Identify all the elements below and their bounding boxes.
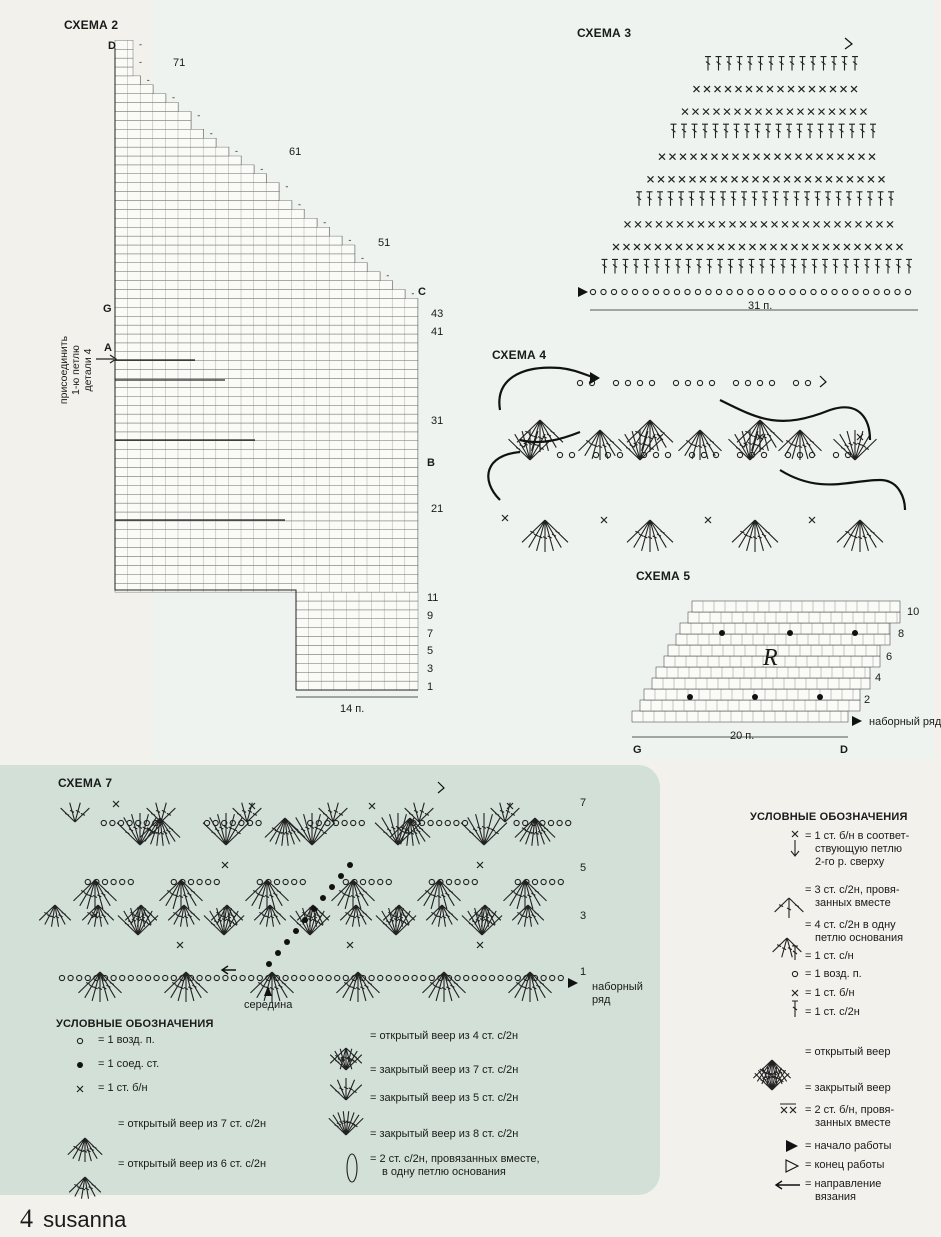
scheme5-row-number: 8	[898, 628, 905, 640]
scheme2-corner-g: G	[103, 303, 112, 315]
legend-left-title: УСЛОВНЫЕ ОБОЗНАЧЕНИЯ	[56, 1018, 214, 1030]
scheme2-row-number: 7	[427, 628, 434, 640]
legend-right-item: = 4 ст. с/2н в одну	[805, 919, 896, 931]
grid-row-dash: -	[348, 235, 352, 246]
single-crochet-mark	[792, 990, 798, 996]
scheme2-corner-d: D	[108, 40, 116, 52]
single-crochet-mark	[781, 1107, 787, 1113]
scheme5-start-row-label: наборный ряд	[869, 716, 941, 728]
scheme7-row-number: 7	[580, 797, 587, 809]
scheme2-width-label: 14 п.	[340, 703, 365, 715]
magazine-name: susanna	[43, 1207, 127, 1232]
grid-row-dash: -	[386, 270, 390, 281]
legend-left-item: = 1 возд. п.	[98, 1034, 155, 1046]
scheme2-row-number: 31	[431, 415, 444, 427]
scheme2-row-number: 3	[427, 663, 434, 675]
grid-row-dash: -	[298, 199, 301, 210]
legend-left-item: = 1 соед. ст.	[98, 1058, 160, 1070]
scheme5-row-number: 6	[886, 651, 893, 663]
scheme7-middle-label: середина	[244, 999, 293, 1011]
scheme7-row-number: 1	[580, 966, 587, 978]
side-note-line: присоединить	[58, 335, 70, 405]
grid-row-dash: -	[285, 181, 289, 192]
scheme5-row-number: 2	[864, 694, 871, 706]
scheme2-mark-b: B	[427, 457, 435, 469]
scheme7-row-number: 3	[580, 910, 587, 922]
grid-row-dash: -	[323, 217, 327, 228]
scheme2-row-number: 9	[427, 610, 434, 622]
legend-right-item: = 1 возд. п.	[805, 968, 862, 980]
grid-row-dash: -	[197, 110, 201, 121]
legend-middle-item: = закрытый веер из 7 ст. с/2н	[370, 1064, 519, 1076]
scheme2-row-number: 41	[431, 326, 444, 338]
scheme2-row-number: 5	[427, 645, 434, 657]
legend-right-item: = начало работы	[805, 1140, 892, 1152]
closed-fan-mark	[775, 898, 804, 918]
legend-right-title: УСЛОВНЫЕ ОБОЗНАЧЕНИЯ	[750, 811, 908, 823]
legend-right-item: петлю основания	[815, 932, 904, 944]
legend-right-item: = открытый веер	[805, 1046, 891, 1058]
grid-row-dash: -	[172, 92, 175, 103]
scheme2-row-number: 11	[427, 592, 439, 604]
scheme2-mark-a: A	[104, 342, 112, 354]
scheme3-width-label: 31 п.	[748, 300, 773, 312]
legend-middle-item: = 2 ст. с/2н, провязанных вместе,	[370, 1153, 540, 1165]
scheme7-start-row-line: наборный	[592, 981, 643, 993]
legend-left-item: = 1 ст. б/н	[98, 1082, 148, 1094]
grid-row-dash: -	[260, 163, 264, 174]
direction-arrow-icon	[776, 1181, 800, 1189]
scheme5-row-number: 10	[907, 606, 920, 618]
scheme2-top-number: 61	[289, 146, 302, 158]
legend-right-item: = 2 ст. б/н, провя-	[805, 1104, 895, 1116]
grid-row-dash: -	[411, 288, 415, 299]
scheme2-row-number: 43	[431, 308, 444, 320]
legend-right-item: ствующую петлю	[815, 843, 903, 855]
grid-row-dash: -	[361, 252, 364, 263]
scheme5-width-label: 20 п.	[730, 730, 755, 742]
legend-left-item: = открытый веер из 7 ст. с/2н	[118, 1118, 267, 1130]
side-note-line: детали 4	[82, 348, 94, 392]
legend-middle-item: = открытый веер из 4 ст. с/2н	[370, 1030, 519, 1042]
grid-row-dash: -	[209, 128, 213, 139]
grid-row-dash: -	[146, 74, 150, 85]
scheme5-title: СХЕМА 5	[636, 569, 691, 583]
legend-right-item: = 1 ст. б/н	[805, 987, 855, 999]
legend-right-item: = закрытый веер	[805, 1082, 891, 1094]
scheme2-top-number: 51	[378, 237, 391, 249]
scheme2-row-number: 1	[427, 681, 434, 693]
legend-right-item: = 3 ст. с/2н, провя-	[805, 884, 900, 896]
down-arrow-icon	[791, 840, 799, 856]
side-note-line: 1-ю петлю	[70, 345, 82, 395]
chain-stitch-mark	[792, 971, 797, 976]
legend-middle-item: = закрытый веер из 8 ст. с/2н	[370, 1128, 519, 1140]
legend-middle-item: = закрытый веер из 5 ст. с/2н	[370, 1092, 519, 1104]
legend-right-item: 2-го р. сверху	[815, 856, 885, 868]
scheme5-center-mark: R	[763, 645, 778, 671]
start-of-work-icon	[786, 1140, 798, 1152]
scheme2-top-number: 71	[173, 57, 186, 69]
single-crochet-mark	[792, 831, 798, 837]
double-crochet-mark	[792, 1001, 798, 1017]
legend-right-item: = конец работы	[805, 1159, 885, 1171]
legend-middle-item: в одну петлю основания	[382, 1166, 506, 1178]
end-of-work-icon	[786, 1160, 798, 1172]
scheme7-row-number: 5	[580, 862, 587, 874]
legend-right-item: = 1 ст. с/н	[805, 950, 854, 962]
grid-row-dash: -	[139, 57, 142, 68]
legend-right-item: занных вместе	[815, 897, 891, 909]
grid-row-dash: -	[235, 146, 238, 157]
scheme5-corner-d: D	[840, 744, 848, 756]
grid-row-dash: -	[139, 39, 142, 50]
legend-right-item: = 1 ст. с/2н	[805, 1006, 860, 1018]
scheme2-corner-c: C	[418, 286, 426, 298]
page-footer	[20, 1204, 126, 1234]
open-fan-mark	[773, 938, 802, 957]
legend-right-item: = направление	[805, 1178, 882, 1190]
single-crochet-mark	[790, 1107, 796, 1113]
scheme3-title: СХЕМА 3	[577, 26, 632, 40]
scheme4-title: СХЕМА 4	[492, 348, 547, 362]
scheme5-row-number: 4	[875, 672, 882, 684]
legend-right-item: вязания	[815, 1191, 857, 1203]
legend-right-item: занных вместе	[815, 1117, 891, 1129]
scheme2-row-number: 21	[431, 503, 444, 515]
scheme7-title: СХЕМА 7	[58, 776, 113, 790]
scheme5-corner-g: G	[633, 744, 642, 756]
scheme2-title: СХЕМА 2	[64, 18, 119, 32]
legend-left-item: = открытый веер из 6 ст. с/2н	[118, 1158, 267, 1170]
legend-right-item: = 1 ст. б/н в соответ-	[805, 830, 910, 842]
scheme7-start-row-line: ряд	[592, 994, 611, 1006]
page-number: 4	[20, 1204, 33, 1233]
